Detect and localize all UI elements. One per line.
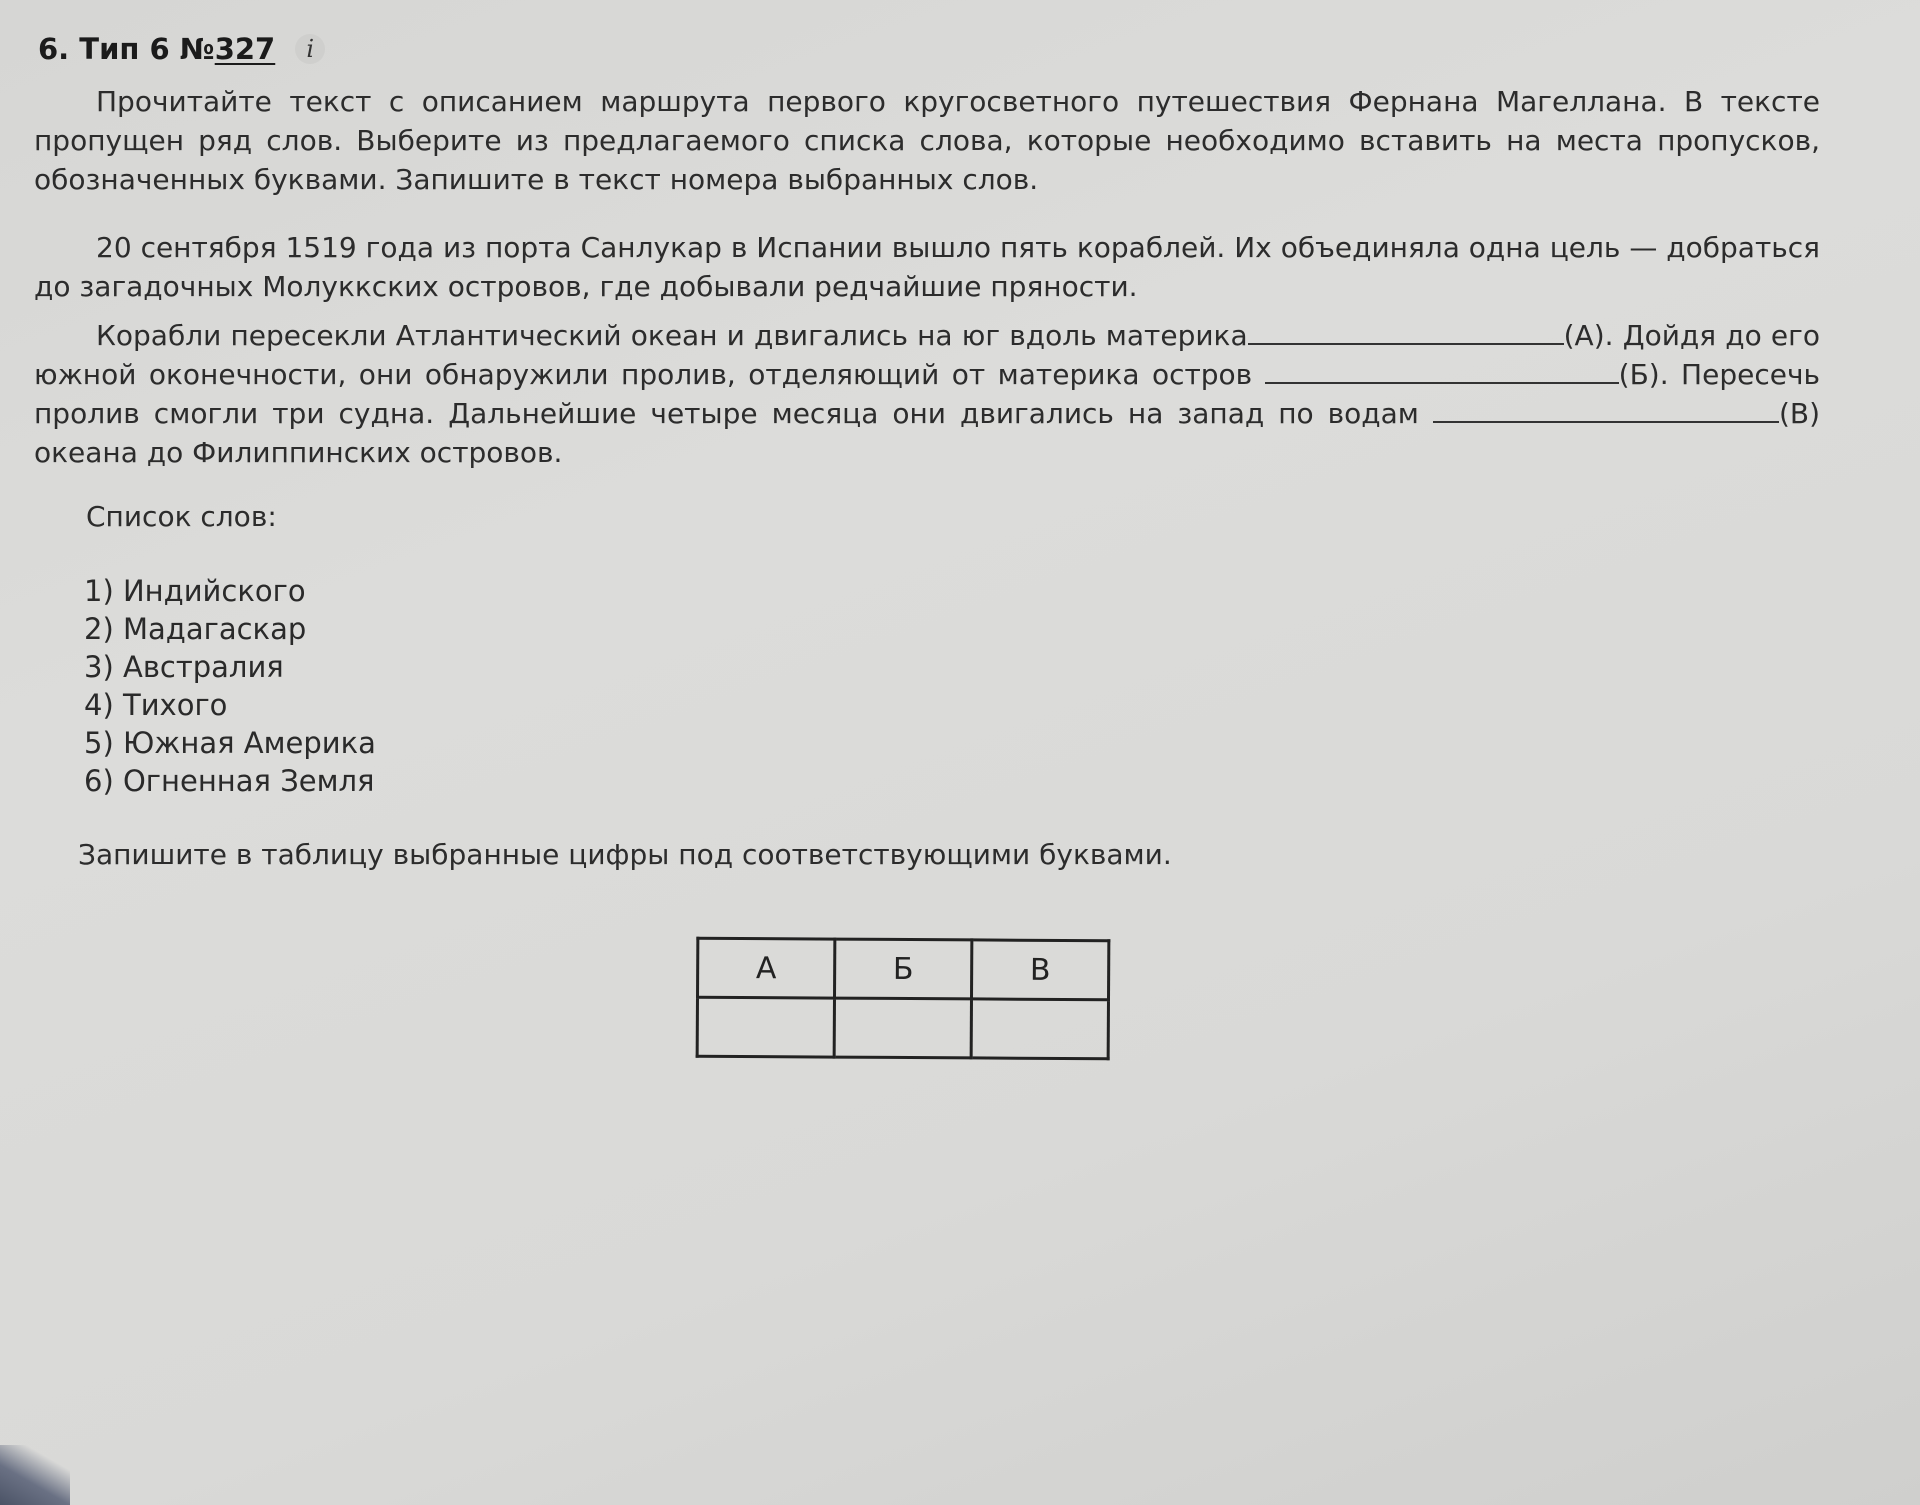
blank-b[interactable] (1265, 360, 1619, 384)
label-b-text: (Б). Пересечь пролив смогли три судна. Дальнейшие четыре месяца они двигались на запад по водам (34, 358, 1820, 430)
word-list-title: Список слов: (86, 500, 277, 533)
answer-header-a: А (698, 938, 835, 998)
list-item: 6) Огненная Земля (84, 764, 375, 798)
answer-header-c: В (971, 940, 1108, 1000)
task-number-link[interactable]: 327 (214, 32, 276, 66)
task-type-label: 6. Тип 6 № (38, 32, 215, 66)
task-intro (34, 82, 1820, 199)
answer-table-value-row (697, 997, 1108, 1059)
answer-cell-c[interactable] (971, 999, 1108, 1059)
story-paragraph-1 (34, 228, 1820, 306)
corner-shadow (0, 1445, 70, 1505)
list-item: 2) Мадагаскар (84, 612, 307, 646)
answer-header-b: Б (835, 939, 972, 999)
table-instruction: Запишите в таблицу выбранные цифры под соответствующими буквами. (78, 838, 1172, 871)
blank-c[interactable] (1433, 399, 1779, 423)
list-item: 3) Австралия (84, 650, 284, 684)
answer-cell-a[interactable] (697, 997, 834, 1057)
label-c-text: (В) океана до Филиппинских островов. (34, 397, 1820, 469)
blank-a[interactable] (1248, 321, 1564, 345)
label-a-text: (А). Дойдя до его южной оконечности, они обнаружили пролив, отделяющий от материка остров (34, 319, 1820, 391)
list-item: 1) Индийского (84, 574, 306, 608)
answer-table (696, 937, 1111, 1061)
list-item: 4) Тихого (84, 688, 228, 722)
story-paragraph-2 (34, 316, 1820, 472)
list-item: 5) Южная Америка (84, 726, 376, 760)
intro-text: Прочитайте текст с описанием маршрута первого кругосветного путешествия Фернана Магеллана. В тексте пропущен ряд слов. Выберите из предлагаемого списка слова, которые необходимо вставить на места пропусков, обозначенных буквами. Запишите в текст номера выбранных слов. (34, 85, 1820, 196)
answer-table-header-row (698, 938, 1109, 1000)
word-list (84, 572, 376, 800)
answer-cell-b[interactable] (834, 998, 971, 1058)
story-text-1: 20 сентября 1519 года из порта Санлукар в Испании вышло пять кораблей. Их объединяла одна цель — добраться до загадочных Молуккских островов, где добывали редчайшие пряности. (34, 231, 1820, 303)
story-text-2: Корабли пересекли Атлантический океан и двигались на юг вдоль материка (96, 319, 1248, 352)
task-header (38, 32, 325, 66)
info-icon[interactable]: i (295, 34, 325, 64)
